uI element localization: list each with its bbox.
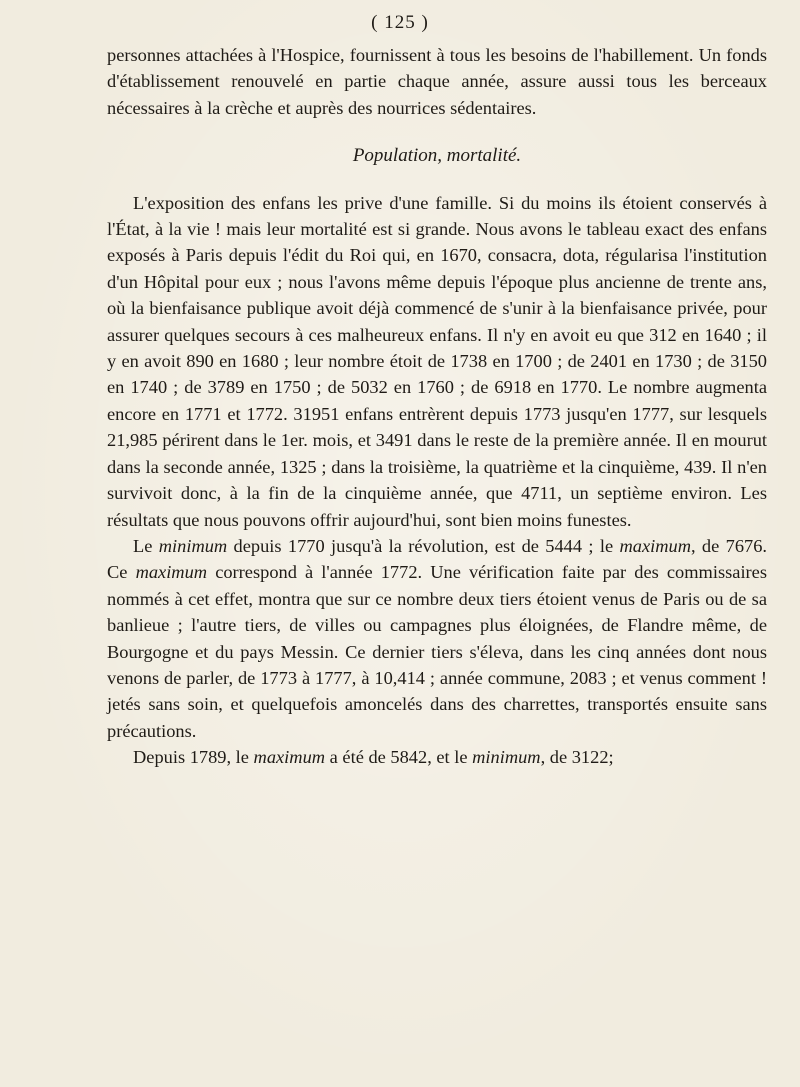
paragraph-since-1789 xyxy=(107,744,767,770)
text-run: depuis 1770 jusqu'à la révolution, est de 5444 ; le xyxy=(227,535,620,556)
italic-term: maximum xyxy=(135,562,208,583)
text-run: Le xyxy=(133,535,159,556)
italic-term: minimum xyxy=(472,747,541,768)
page-number: ( 125 ) xyxy=(371,12,429,33)
text-block xyxy=(107,42,767,771)
text-run: , de 3122; xyxy=(540,747,614,768)
text-run: a été de 5842, et le xyxy=(325,747,473,768)
section-heading: Population, mortalité. xyxy=(352,145,522,167)
text-run: correspond à l'année 1772. Une vérification faite par des commissaires nommés à cet effet, montra que sur ce nombre deux tiers étoient venus de Paris ou de sa banlieue ; l'autre tiers, de villes ou campagnes plus éloignées, de Flandre même, de Bourgogne et du pays Messin. Ce dernier tiers s'éleva, dans les cinq années dont nous venons de parler, de 1773 à 1777, à 10,414 ; année commune, 2083 ; et venus comment ! jetés sans soin, et quelquefois amoncelés dans des charrettes, transportés ensuite sans précautions. xyxy=(107,562,768,741)
paragraph-exposition: L'exposition des enfans les prive d'une famille. Si du moins ils étoient conservés à l'État, à la vie ! mais leur mortalité est si grande. Nous avons le tableau exact des enfans exposés à Paris depuis l'édit du Roi qui, en 1670, consacra, dota, régularisa l'institution d'un Hôpital pour eux ; nous l'avons même depuis l'époque plus ancienne de trente ans, où la bienfaisance publique avoit déjà commencé de s'unir à la bienfaisance privée, pour assurer quelques secours à ces malheureux enfans. Il n'y en avoit eu que 312 en 1640 ; il y en avoit 890 en 1680 ; leur nombre étoit de 1738 en 1700 ; de 2401 en 1730 ; de 3150 en 1740 ; de 3789 en 1750 ; de 5032 en 1760 ; de 6918 en 1770. Le nombre augmenta encore en 1771 et 1772. 31951 enfans entrèrent depuis 1773 jusqu'en 1777, sur lesquels 21,985 périrent dans le 1er. mois, et 3491 dans le reste de la première année. Il en mourut dans la seconde année, 1325 ; dans la troisième, la quatrième et la cinquième, 439. Il n'en survivoit donc, à la fin de la cinquième année, que 4711, un septième environ. Les résultats que nous pouvons offrir aujourd'hui, sont bien moins funestes. xyxy=(107,192,767,530)
text-run: , de 7676. Ce xyxy=(107,535,767,583)
italic-term: maximum xyxy=(619,535,691,556)
paragraph-continued: personnes attachées à l'Hospice, fournissent à tous les besoins de l'habillement. Un fonds d'établissement renouvelé en partie chaque année, assure aussi tous les berceaux nécessaires à la crèche et auprès des nourrices sédentaires. xyxy=(107,45,767,118)
text-run: Depuis 1789, le xyxy=(133,747,254,768)
italic-term: minimum xyxy=(158,535,228,556)
italic-term: maximum xyxy=(253,747,326,768)
paragraph-minimum-maximum xyxy=(107,533,767,744)
